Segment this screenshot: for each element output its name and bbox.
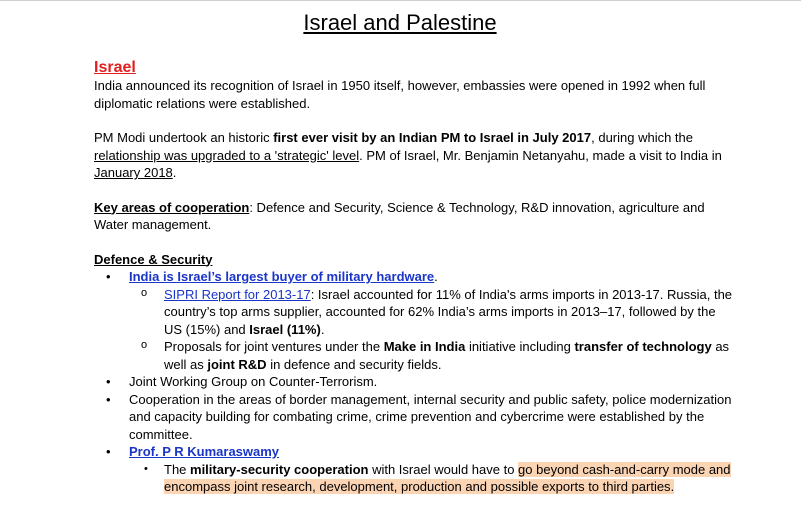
defence-list bbox=[94, 268, 734, 496]
list-item: • Cooperation in the areas of border management, internal security and public safety, police modernization and capacity building for combating crime, crime prevention and cybercrime were established by the committee. bbox=[106, 391, 732, 442]
bullet-icon: • bbox=[106, 269, 111, 284]
page-title: Israel and Palestine bbox=[303, 10, 497, 35]
list-item: • The military-security cooperation with Israel would have to go beyond cash-and-carry mode and encompass joint research, development, production and possible exports to third parties. bbox=[144, 461, 731, 494]
circle-bullet-icon: o bbox=[141, 339, 148, 351]
bullet-icon: • bbox=[144, 462, 148, 475]
link-sipri-report[interactable]: SIPRI Report for 2013-17 bbox=[164, 286, 311, 302]
circle-bullet-icon: o bbox=[141, 286, 148, 299]
list-item: o SIPRI Report for 2013-17: Israel accounted for 11% of India's arms imports in 2013-17. Russia, the country’s top arms supplier, accounted for 62% India’s arms imports in 2013–17, followed by the US (15%) and Israel (11%). bbox=[141, 286, 733, 337]
highlighted-text: go beyond cash-and-carry mode and encompass joint research, development, production and possible exports to third parties bbox=[164, 461, 731, 494]
list-item: • India is Israel’s largest buyer of military hardware. bbox=[106, 269, 438, 284]
list-item bbox=[94, 443, 734, 461]
paragraph-key-areas: Key areas of cooperation: Defence and Security, Science & Technology, R&D innovation, agriculture and Water management. bbox=[94, 199, 705, 232]
paragraph-recognition: India announced its recognition of Israel in 1950 itself, however, embassies were opened in 1992 when full diplomatic relations were established. bbox=[94, 78, 706, 111]
list-item: o Proposals for joint ventures under the Make in India initiative including transfer of technology as well as joint R&D in defence and security fields. bbox=[141, 339, 730, 372]
section-heading-israel: Israel bbox=[94, 59, 136, 76]
link-prof-kumaraswamy[interactable]: Prof. P R Kumaraswamy bbox=[129, 444, 280, 459]
document-page bbox=[94, 8, 734, 496]
paragraph-modi-visit: PM Modi undertook an historic first ever visit by an Indian PM to Israel in July 2017, during which the relationship was upgraded to a 'strategic' level. PM of Israel, Mr. Benjamin Netanyahu, made a visit to India in January 2018. bbox=[94, 130, 722, 180]
list-item: • Joint Working Group on Counter-Terrorism. bbox=[106, 374, 378, 389]
bullet-icon: • bbox=[106, 391, 111, 407]
subheading-defence-security: Defence & Security bbox=[94, 251, 213, 267]
link-largest-buyer[interactable]: India is Israel’s largest buyer of military hardware bbox=[129, 269, 435, 284]
top-border bbox=[0, 0, 801, 1]
bullet-icon: • bbox=[106, 374, 111, 389]
bullet-icon: • bbox=[106, 444, 111, 459]
